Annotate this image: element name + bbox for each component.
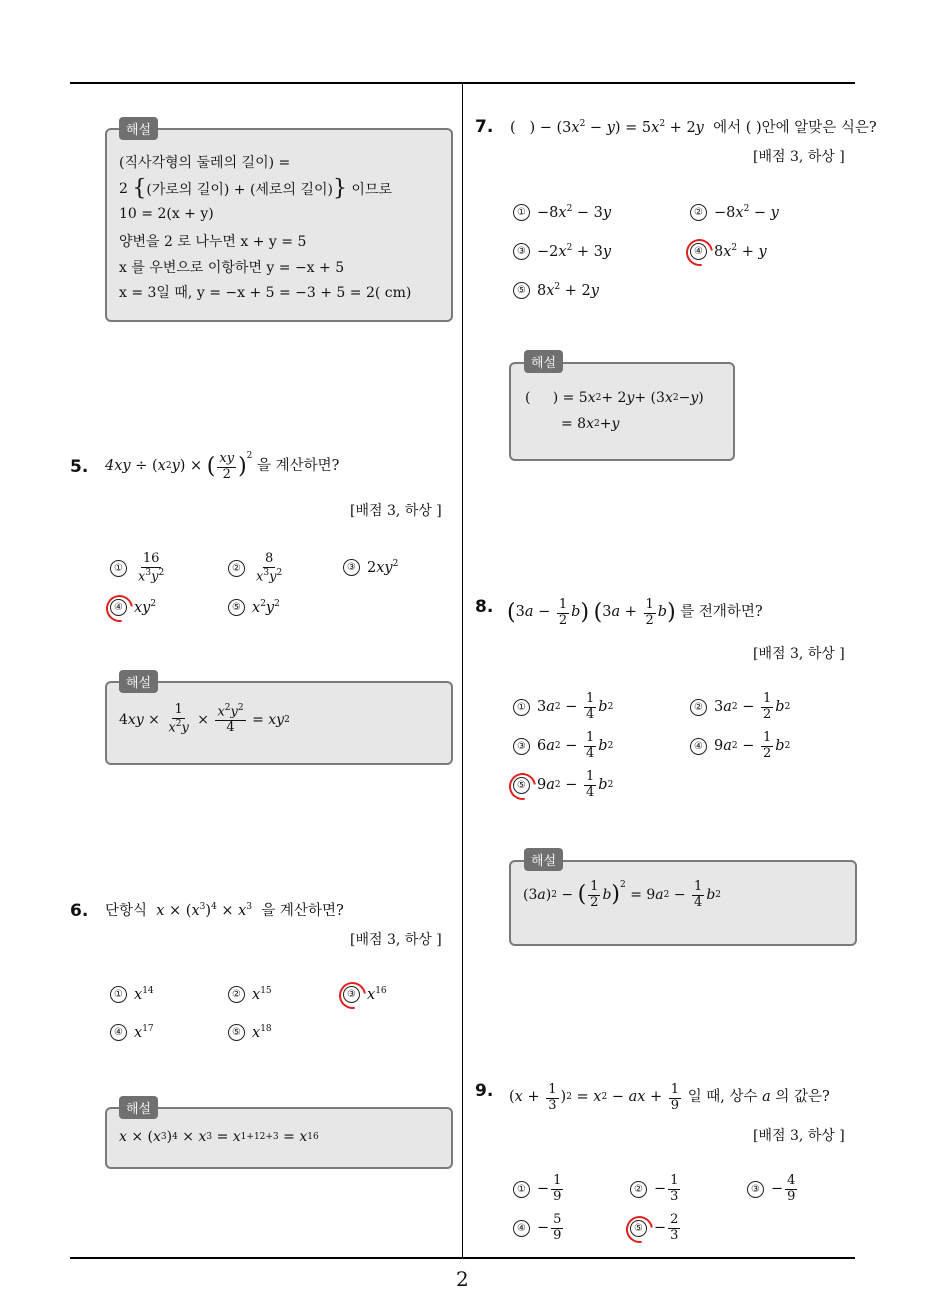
q9-option-3[interactable]: ③ − $\frac{4}{9}$ bbox=[747, 1174, 799, 1205]
q7-option-3[interactable]: ③ $-2x^2 + 3y$ bbox=[513, 243, 611, 260]
q7-solution-box bbox=[509, 362, 735, 461]
q4-solution-line-5: x 를 우변으로 이항하면 y = −x + 5 bbox=[119, 260, 345, 276]
q6-question-suffix: 을 계산하면? bbox=[261, 902, 344, 919]
q8-solution-box bbox=[509, 860, 857, 946]
circled-3-icon: ③ bbox=[747, 1181, 764, 1198]
q7-solution-tag: 해설 bbox=[524, 350, 563, 373]
q9-option-4[interactable]: ④ − $\frac{5}{9}$ bbox=[513, 1213, 565, 1244]
circled-2-icon: ② bbox=[630, 1181, 647, 1198]
q5-option-3[interactable]: ③ $2xy^2$ bbox=[343, 559, 398, 576]
q9-question-suffix: 의 값은? bbox=[775, 1089, 830, 1106]
answer-mark-icon bbox=[621, 1211, 659, 1249]
q8-option-2[interactable]: ② 3 a 2 − $\frac{1}{2}$ b 2 bbox=[690, 692, 790, 723]
q6-option-4[interactable]: ④ $x^{17}$ bbox=[110, 1024, 154, 1041]
q8-score: [배점 3, 하상 ] bbox=[753, 646, 845, 662]
column-divider bbox=[462, 82, 463, 1258]
q4-solution-line-4: 양변을 2 로 나누면 x + y = 5 bbox=[119, 234, 307, 250]
circled-1-icon: ① bbox=[513, 1181, 530, 1198]
q5-number: 5. bbox=[70, 457, 89, 477]
q4-solution-line-1: (직사각형의 둘레의 길이) = bbox=[119, 155, 291, 171]
circled-2-icon: ② bbox=[690, 204, 707, 221]
q5-solution: 4 xy × $\frac{1}{x^2y}$ × $\frac{x^2y^2}{4}$ = xy 2 bbox=[119, 702, 290, 736]
q6-option-1[interactable]: ① $x^{14}$ bbox=[110, 986, 154, 1003]
q8-question: ( 3 a − $\frac{1}{2}$ b ) ( 3 a + $\frac{1}{2}$ b ) 를 전개하면? bbox=[507, 597, 763, 628]
circled-5-icon: ⑤ bbox=[228, 599, 245, 616]
circled-4-icon: ④ bbox=[690, 243, 707, 260]
q8-option-5[interactable]: ⑤ 9 a 2 − $\frac{1}{4}$ b 2 bbox=[513, 770, 613, 801]
q8-number: 8. bbox=[475, 597, 494, 617]
q5-option-4[interactable]: ④ $xy^2$ bbox=[110, 599, 156, 616]
circled-5-icon: ⑤ bbox=[513, 777, 530, 794]
answer-mark-icon bbox=[504, 768, 542, 806]
q6-number: 6. bbox=[70, 901, 89, 921]
q5-option-2[interactable]: ② $\frac{8}{x^3y^2}$ bbox=[228, 552, 286, 585]
q9-option-2[interactable]: ② − $\frac{1}{3}$ bbox=[630, 1174, 682, 1205]
q9-score: [배점 3, 하상 ] bbox=[753, 1128, 845, 1144]
circled-1-icon: ① bbox=[513, 204, 530, 221]
circled-2-icon: ② bbox=[228, 560, 245, 577]
q6-option-2[interactable]: ② $x^{15}$ bbox=[228, 986, 272, 1003]
q6-question-prefix: 단항식 bbox=[105, 902, 148, 919]
q5-score: [배점 3, 하상 ] bbox=[350, 503, 442, 519]
q6-option-5[interactable]: ⑤ $x^{18}$ bbox=[228, 1024, 272, 1041]
q7-question-suffix: 에서 ( )안에 알맞은 식은? bbox=[713, 119, 877, 136]
circled-4-icon: ④ bbox=[690, 738, 707, 755]
q9-question: ( x + $\frac{1}{3}$ ) 2 = x 2 − ax + $\frac{1}{9}$ 일 때, 상수 a 의 값은? bbox=[509, 1082, 830, 1113]
q8-option-4[interactable]: ④ 9 a 2 − $\frac{1}{2}$ b 2 bbox=[690, 731, 790, 762]
circled-4-icon: ④ bbox=[110, 599, 127, 616]
answer-mark-icon bbox=[334, 977, 372, 1015]
q8-solution-tag: 해설 bbox=[524, 848, 563, 871]
q5-option-5[interactable]: ⑤ $x^2y^2$ bbox=[228, 599, 280, 616]
q8-solution: (3 a ) 2 − ( $\frac{1}{2}$ b ) $^2$ = 9 a 2 − $\frac{1}{4}$ b 2 bbox=[523, 879, 722, 910]
q9-option-5[interactable]: ⑤ − $\frac{2}{3}$ bbox=[630, 1213, 682, 1244]
q5-question: 4xy ÷ ( x 2 y ) × ( $\frac{xy}{2}$ ) $^2$ 을 계산하면? bbox=[105, 451, 340, 482]
circled-5-icon: ⑤ bbox=[630, 1220, 647, 1237]
q7-number: 7. bbox=[475, 117, 494, 137]
q7-option-5[interactable]: ⑤ $8x^2 + 2y$ bbox=[513, 282, 599, 299]
q5-solution-box bbox=[105, 681, 453, 765]
q8-option-3[interactable]: ③ 6 a 2 − $\frac{1}{4}$ b 2 bbox=[513, 731, 613, 762]
page-number: 2 bbox=[456, 1267, 469, 1291]
q8-question-suffix: 를 전개하면? bbox=[680, 604, 763, 621]
q7-question: ( ) − $(3x^2 - y) = 5x^2 + 2y$ 에서 ( )안에 알맞은 식은? bbox=[510, 119, 877, 136]
q7-solution-line-2: = 8 x 2 + y bbox=[561, 416, 620, 432]
q8-option-1[interactable]: ① 3 a 2 − $\frac{1}{4}$ b 2 bbox=[513, 692, 613, 723]
q7-option-2[interactable]: ② $-8x^2 - y$ bbox=[690, 204, 779, 221]
q6-solution-tag: 해설 bbox=[119, 1096, 158, 1119]
circled-3-icon: ③ bbox=[513, 738, 530, 755]
circled-1-icon: ① bbox=[513, 699, 530, 716]
circled-1-icon: ① bbox=[110, 560, 127, 577]
circled-5-icon: ⑤ bbox=[513, 282, 530, 299]
q4-solution-box bbox=[105, 128, 453, 322]
q7-solution-line-1: ( ) = 5 x 2 + 2 y + (3 x 2 − y ) bbox=[525, 390, 704, 406]
q5-solution-tag: 해설 bbox=[119, 670, 158, 693]
q5-option-1[interactable]: ① $\frac{16}{x^3y^2}$ bbox=[110, 552, 168, 585]
circled-2-icon: ② bbox=[690, 699, 707, 716]
q9-number: 9. bbox=[475, 1081, 494, 1101]
q9-question-mid: 일 때, 상수 bbox=[687, 1089, 758, 1106]
circled-3-icon: ③ bbox=[343, 986, 360, 1003]
q6-question: 단항식 $x \times (x^3)^4 \times x^3$ 을 계산하면? bbox=[105, 902, 344, 919]
circled-3-icon: ③ bbox=[343, 559, 360, 576]
circled-4-icon: ④ bbox=[513, 1220, 530, 1237]
q6-solution: x × ( x 3 ) 4 × x 3 = x 1+12+3 = x 16 bbox=[119, 1129, 319, 1145]
q7-option-1[interactable]: ① $-8x^2 - 3y$ bbox=[513, 204, 611, 221]
q5-question-suffix: 을 계산하면? bbox=[257, 458, 340, 475]
circled-3-icon: ③ bbox=[513, 243, 530, 260]
circled-5-icon: ⑤ bbox=[228, 1024, 245, 1041]
q7-score: [배점 3, 하상 ] bbox=[753, 149, 845, 165]
q4-solution-line-2: 2 { (가로의 길이) + (세로의 길이) } 이므로 bbox=[119, 176, 393, 201]
answer-mark-icon bbox=[681, 234, 719, 272]
q4-solution-line-3: 10 = 2(x + y) bbox=[119, 206, 214, 222]
q9-option-1[interactable]: ① − $\frac{1}{9}$ bbox=[513, 1174, 565, 1205]
circled-2-icon: ② bbox=[228, 986, 245, 1003]
q7-option-4[interactable]: ④ $8x^2 + y$ bbox=[690, 243, 767, 260]
q6-score: [배점 3, 하상 ] bbox=[350, 932, 442, 948]
circled-4-icon: ④ bbox=[110, 1024, 127, 1041]
q6-option-3[interactable]: ③ $x^{16}$ bbox=[343, 986, 387, 1003]
circled-1-icon: ① bbox=[110, 986, 127, 1003]
q4-solution-tag: 해설 bbox=[119, 117, 158, 140]
q4-solution-line-6: x = 3일 때, y = −x + 5 = −3 + 5 = 2( cm) bbox=[119, 285, 412, 301]
answer-mark-icon bbox=[101, 590, 139, 628]
